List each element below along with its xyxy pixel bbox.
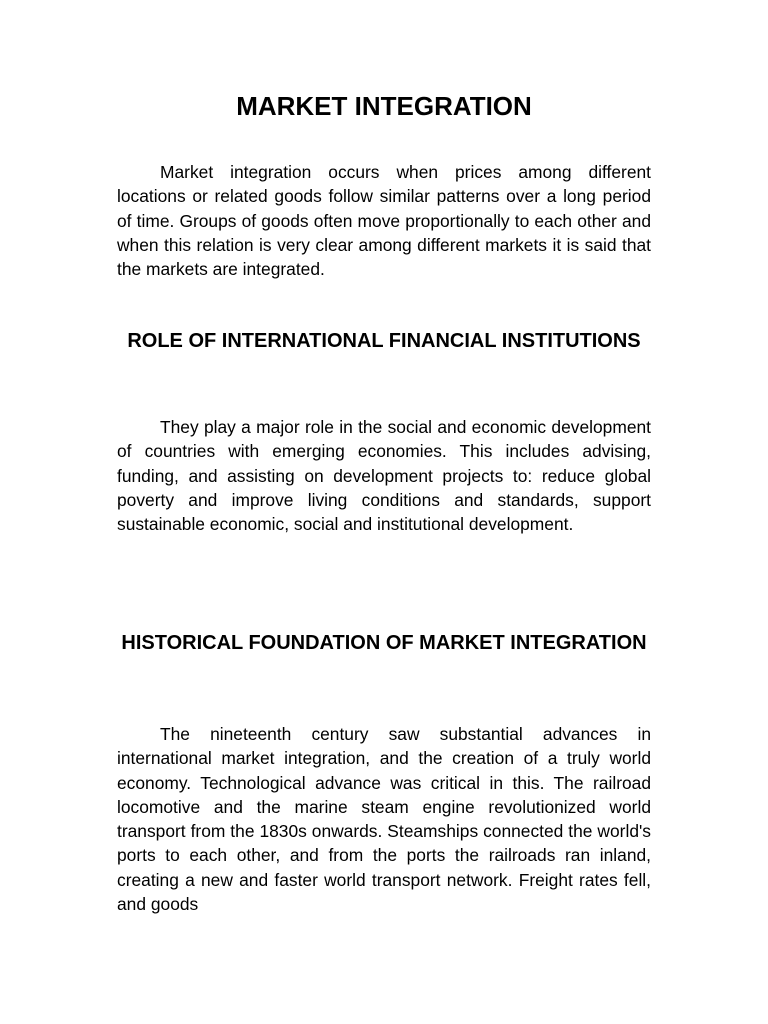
document-title: MARKET INTEGRATION: [236, 91, 532, 121]
historical-foundation-paragraph: The nineteenth century saw substantial advances in international market integration, and the creation of a truly world economy. Technological advance was critical in this. The railroad locomotive and the marine steam engine revolutionized world transport from the 1830s onwards. Steamships connected the world's ports to each other, and from the ports the railroads ran inland, creating a new and faster world transport network. Freight rates fell, and goods: [117, 724, 651, 915]
section-heading-financial-institutions: ROLE OF INTERNATIONAL FINANCIAL INSTITUTIONS: [127, 330, 641, 352]
financial-institutions-paragraph: They play a major role in the social and economic development of countries with emerging economies. This includes advising, funding, and assisting on development projects to: reduce global poverty and improve living conditions and standards, support sustainable economic, social and institutional development.: [117, 417, 651, 535]
section-heading-historical-foundation: HISTORICAL FOUNDATION OF MARKET INTEGRATION: [121, 632, 647, 654]
intro-paragraph: Market integration occurs when prices among different locations or related goods follow similar patterns over a long period of time. Groups of goods often move proportionally to each other and when this relation is very clear among different markets it is said that the markets are integrated.: [117, 162, 651, 280]
